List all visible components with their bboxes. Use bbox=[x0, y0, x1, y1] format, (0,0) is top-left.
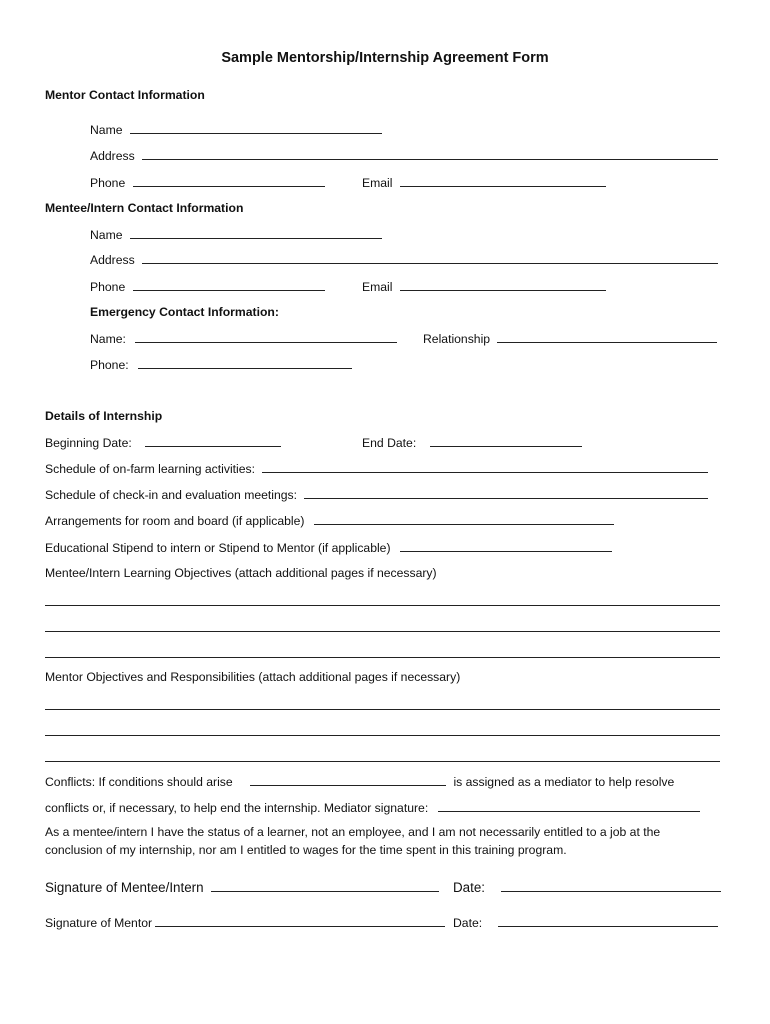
page-title: Sample Mentorship/Internship Agreement Form bbox=[221, 50, 549, 66]
beginning-date-row bbox=[45, 435, 281, 450]
mentor-signature-row bbox=[45, 915, 445, 930]
statement-line-2: conclusion of my internship, nor am I entitled to wages for the time spent in this training program. bbox=[45, 843, 567, 857]
room-board-label: Arrangements for room and board (if applicable) bbox=[45, 514, 305, 528]
mentee-address-field[interactable] bbox=[142, 252, 718, 264]
schedule-learning-field[interactable] bbox=[262, 461, 708, 473]
mentor-name-row bbox=[90, 122, 382, 137]
mentee-address-label: Address bbox=[90, 253, 135, 267]
emergency-name-row bbox=[90, 331, 397, 346]
schedule-learning-label: Schedule of on-farm learning activities: bbox=[45, 462, 256, 476]
mentee-date-field[interactable] bbox=[501, 880, 721, 892]
mentee-signature-row bbox=[45, 880, 439, 895]
conflicts-line-2: conflicts or, if necessary, to help end the internship. Mediator signature: bbox=[45, 801, 429, 815]
schedule-checkin-field[interactable] bbox=[304, 487, 708, 499]
mentee-address-row bbox=[90, 252, 718, 267]
mentor-objectives-label: Mentor Objectives and Responsibilities (attach additional pages if necessary) bbox=[45, 670, 461, 684]
mentee-phone-field[interactable] bbox=[133, 279, 325, 291]
mentee-date-row bbox=[453, 880, 721, 895]
mentee-email-row bbox=[362, 279, 606, 294]
mentee-objectives-line-2[interactable] bbox=[45, 631, 720, 632]
mentor-date-field[interactable] bbox=[498, 915, 718, 927]
mentor-section-heading: Mentor Contact Information bbox=[45, 88, 205, 102]
mentee-name-field[interactable] bbox=[130, 227, 382, 239]
conflicts-prefix: Conflicts: If conditions should arise bbox=[45, 775, 233, 789]
mentor-signature-label: Signature of Mentor bbox=[45, 916, 153, 930]
mentor-objectives-line-2[interactable] bbox=[45, 735, 720, 736]
schedule-learning-row bbox=[45, 461, 708, 476]
mentee-phone-label: Phone bbox=[90, 280, 126, 294]
mentee-email-label: Email bbox=[362, 280, 393, 294]
mentee-email-field[interactable] bbox=[400, 279, 606, 291]
beginning-date-field[interactable] bbox=[145, 435, 281, 447]
statement-line-1: As a mentee/intern I have the status of a learner, not an employee, and I am not necessarily entitled to a job at the bbox=[45, 825, 661, 839]
end-date-label: End Date: bbox=[362, 436, 417, 450]
relationship-label: Relationship bbox=[423, 332, 491, 346]
mentor-signature-field[interactable] bbox=[155, 915, 445, 927]
mentor-date-row bbox=[453, 915, 718, 930]
emergency-phone-row bbox=[90, 357, 352, 372]
mentor-address-row bbox=[90, 148, 718, 163]
mentee-signature-label: Signature of Mentee/Intern bbox=[45, 880, 204, 895]
emergency-name-field[interactable] bbox=[135, 331, 397, 343]
conflicts-row bbox=[45, 774, 674, 789]
mentor-email-field[interactable] bbox=[400, 175, 606, 187]
mentee-objectives-line-3[interactable] bbox=[45, 657, 720, 658]
mentor-email-row bbox=[362, 175, 606, 190]
mediator-signature-row bbox=[45, 800, 700, 815]
stipend-row bbox=[45, 540, 612, 555]
mentee-name-label: Name bbox=[90, 228, 123, 242]
stipend-label: Educational Stipend to intern or Stipend to Mentor (if applicable) bbox=[45, 541, 391, 555]
mediator-signature-field[interactable] bbox=[438, 800, 700, 812]
emergency-phone-label: Phone: bbox=[90, 358, 129, 372]
emergency-name-label: Name: bbox=[90, 332, 126, 346]
mentor-address-label: Address bbox=[90, 149, 135, 163]
conflicts-suffix: is assigned as a mediator to help resolve bbox=[453, 775, 675, 789]
relationship-row bbox=[423, 331, 717, 346]
internship-section-heading: Details of Internship bbox=[45, 409, 163, 423]
mentor-objectives-line-3[interactable] bbox=[45, 761, 720, 762]
mentee-date-label: Date: bbox=[453, 880, 486, 895]
room-board-field[interactable] bbox=[314, 513, 614, 525]
mentor-phone-row bbox=[90, 175, 325, 190]
schedule-checkin-label: Schedule of check-in and evaluation meetings: bbox=[45, 488, 298, 502]
stipend-field[interactable] bbox=[400, 540, 612, 552]
mentor-phone-field[interactable] bbox=[133, 175, 325, 187]
mentor-address-field[interactable] bbox=[142, 148, 718, 160]
mentor-phone-label: Phone bbox=[90, 176, 126, 190]
mentor-objectives-line-1[interactable] bbox=[45, 709, 720, 710]
mentor-date-label: Date: bbox=[453, 916, 483, 930]
mentee-phone-row bbox=[90, 279, 325, 294]
end-date-row bbox=[362, 435, 582, 450]
mentee-name-row bbox=[90, 227, 382, 242]
room-board-row bbox=[45, 513, 614, 528]
mentor-name-label: Name bbox=[90, 123, 123, 137]
relationship-field[interactable] bbox=[497, 331, 717, 343]
mentee-signature-field[interactable] bbox=[211, 880, 439, 892]
beginning-date-label: Beginning Date: bbox=[45, 436, 132, 450]
emergency-phone-field[interactable] bbox=[138, 357, 352, 369]
mentee-objectives-label: Mentee/Intern Learning Objectives (attach additional pages if necessary) bbox=[45, 566, 437, 580]
end-date-field[interactable] bbox=[430, 435, 582, 447]
schedule-checkin-row bbox=[45, 487, 708, 502]
mentor-email-label: Email bbox=[362, 176, 393, 190]
mentee-objectives-line-1[interactable] bbox=[45, 605, 720, 606]
mediator-name-field[interactable] bbox=[250, 774, 446, 786]
mentor-name-field[interactable] bbox=[130, 122, 382, 134]
mentee-section-heading: Mentee/Intern Contact Information bbox=[45, 201, 244, 215]
emergency-contact-heading: Emergency Contact Information: bbox=[90, 305, 279, 319]
